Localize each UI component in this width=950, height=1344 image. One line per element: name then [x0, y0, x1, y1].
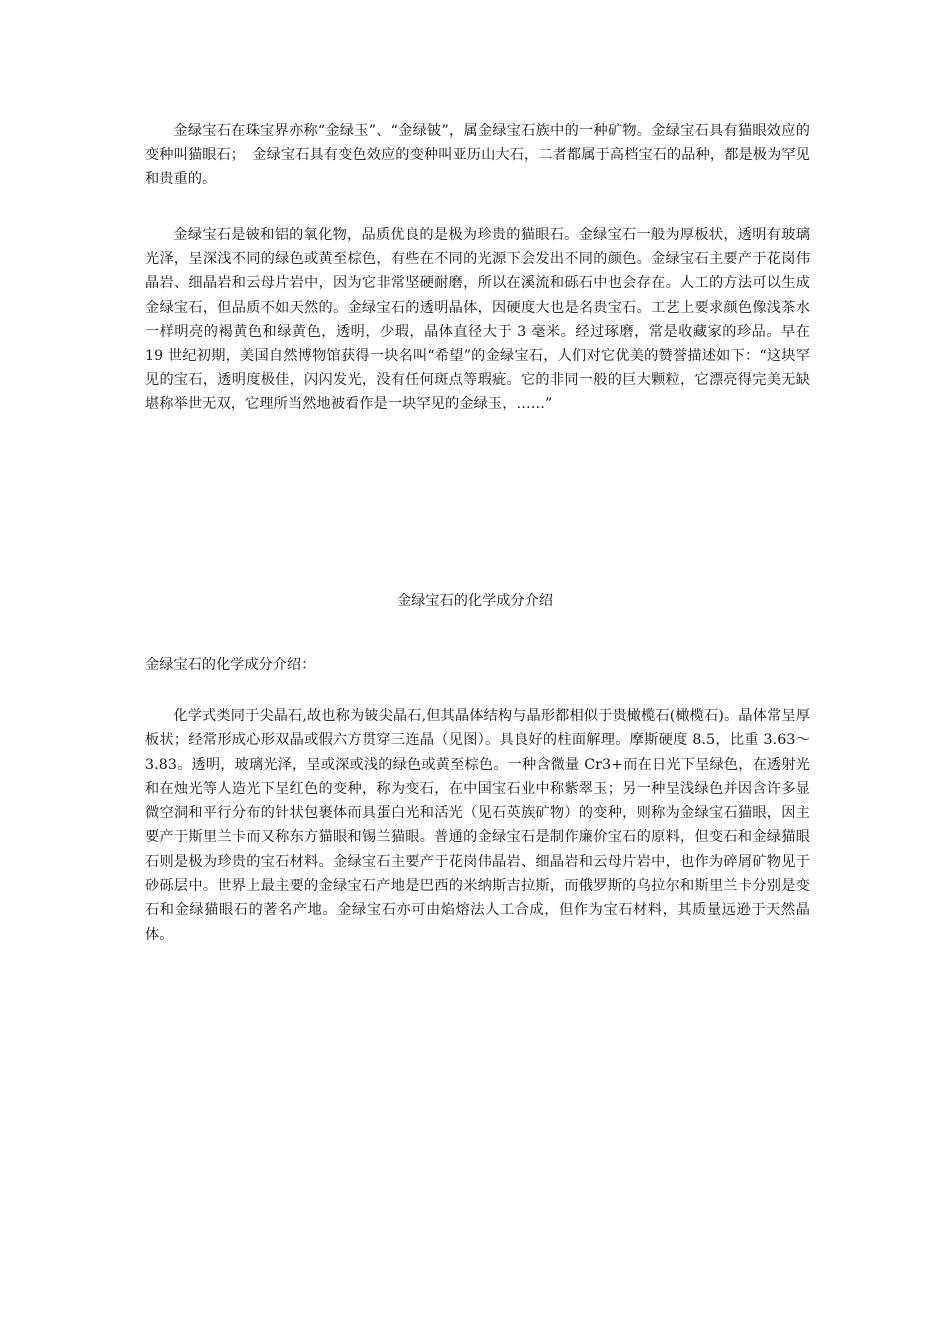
section-subheading: 金绿宝石的化学成分介绍：	[145, 657, 316, 673]
chemistry-paragraph: 化学式类同于尖晶石,故也称为铍尖晶石,但其晶体结构与晶形都相似于贵橄榄石(橄榄石)。晶体常呈厚板状；经常形成心形双晶或假六方贯穿三连晶（见图）。具良好的柱面解理。摩斯硬度 8.5，比重 3.63～3.83。透明，玻璃光泽，呈或深或浅的绿色或黄至棕色。一种含微量 Cr3+而在日光下呈绿色，在透射光和在烛光等人造光下呈红色的变种，称为变石，在中国宝石业中称紫翠玉；另一种呈浅绿色并因含许多显微空洞和平行分布的针状包裹体而具蛋白光和活光（见石英族矿物）的变种，则称为金绿宝石猫眼，因主要产于斯里兰卡而又称东方猫眼和锡兰猫眼。普通的金绿宝石是制作廉价宝石的原料，但变石和金绿猫眼石则是极为珍贵的宝石材料。金绿宝石主要产于花岗伟晶岩、细晶岩和云母片岩中，也作为碎屑矿物见于砂砾层中。世界上最主要的金绿宝石产地是巴西的米纳斯吉拉斯，而俄罗斯的乌拉尔和斯里兰卡分别是变石和金绿猫眼石的著名产地。金绿宝石亦可由焰熔法人工合成，但作为宝石材料，其质量远逊于天然晶体。	[145, 708, 810, 943]
description-paragraph: 金绿宝石是铍和铝的氧化物，品质优良的是极为珍贵的猫眼石。金绿宝石一般为厚板状，透明有玻璃光泽，呈深浅不同的绿色或黄至棕色，有些在不同的光源下会发出不同的颜色。金绿宝石主要产于花岗伟晶岩、细晶岩和云母片岩中，因为它非常坚硬耐磨，所以在溪流和砾石中也会存在。人工的方法可以生成金绿宝石，但品质不如天然的。金绿宝石的透明晶体，因硬度大也是名贵宝石。工艺上要求颜色像浅茶水一样明亮的褐黄色和绿黄色，透明，少瑕，晶体直径大于 3 毫米。经过琢磨，常是收藏家的珍品。早在 19 世纪初期，美国自然博物馆获得一块名叫“希望”的金绿宝石，人们对它优美的赞誉描述如下：“这块罕见的宝石，透明度极佳，闪闪发光，没有任何斑点等瑕疵。它的非同一般的巨大颗粒，它漂亮得完美无缺堪称举世无双，它理所当然地被看作是一块罕见的金绿玉，……”	[145, 227, 810, 413]
section-title: 金绿宝石的化学成分介绍	[396, 593, 554, 609]
intro-paragraph: 金绿宝石在珠宝界亦称“金绿玉”、“金绿铍”，属金绿宝石族中的一种矿物。金绿宝石具有猫眼效应的变种叫猫眼石； 金绿宝石具有变色效应的变种叫亚历山大石，二者都属于高档宝石的品种，都是极为罕见和贵重的。	[145, 123, 810, 188]
